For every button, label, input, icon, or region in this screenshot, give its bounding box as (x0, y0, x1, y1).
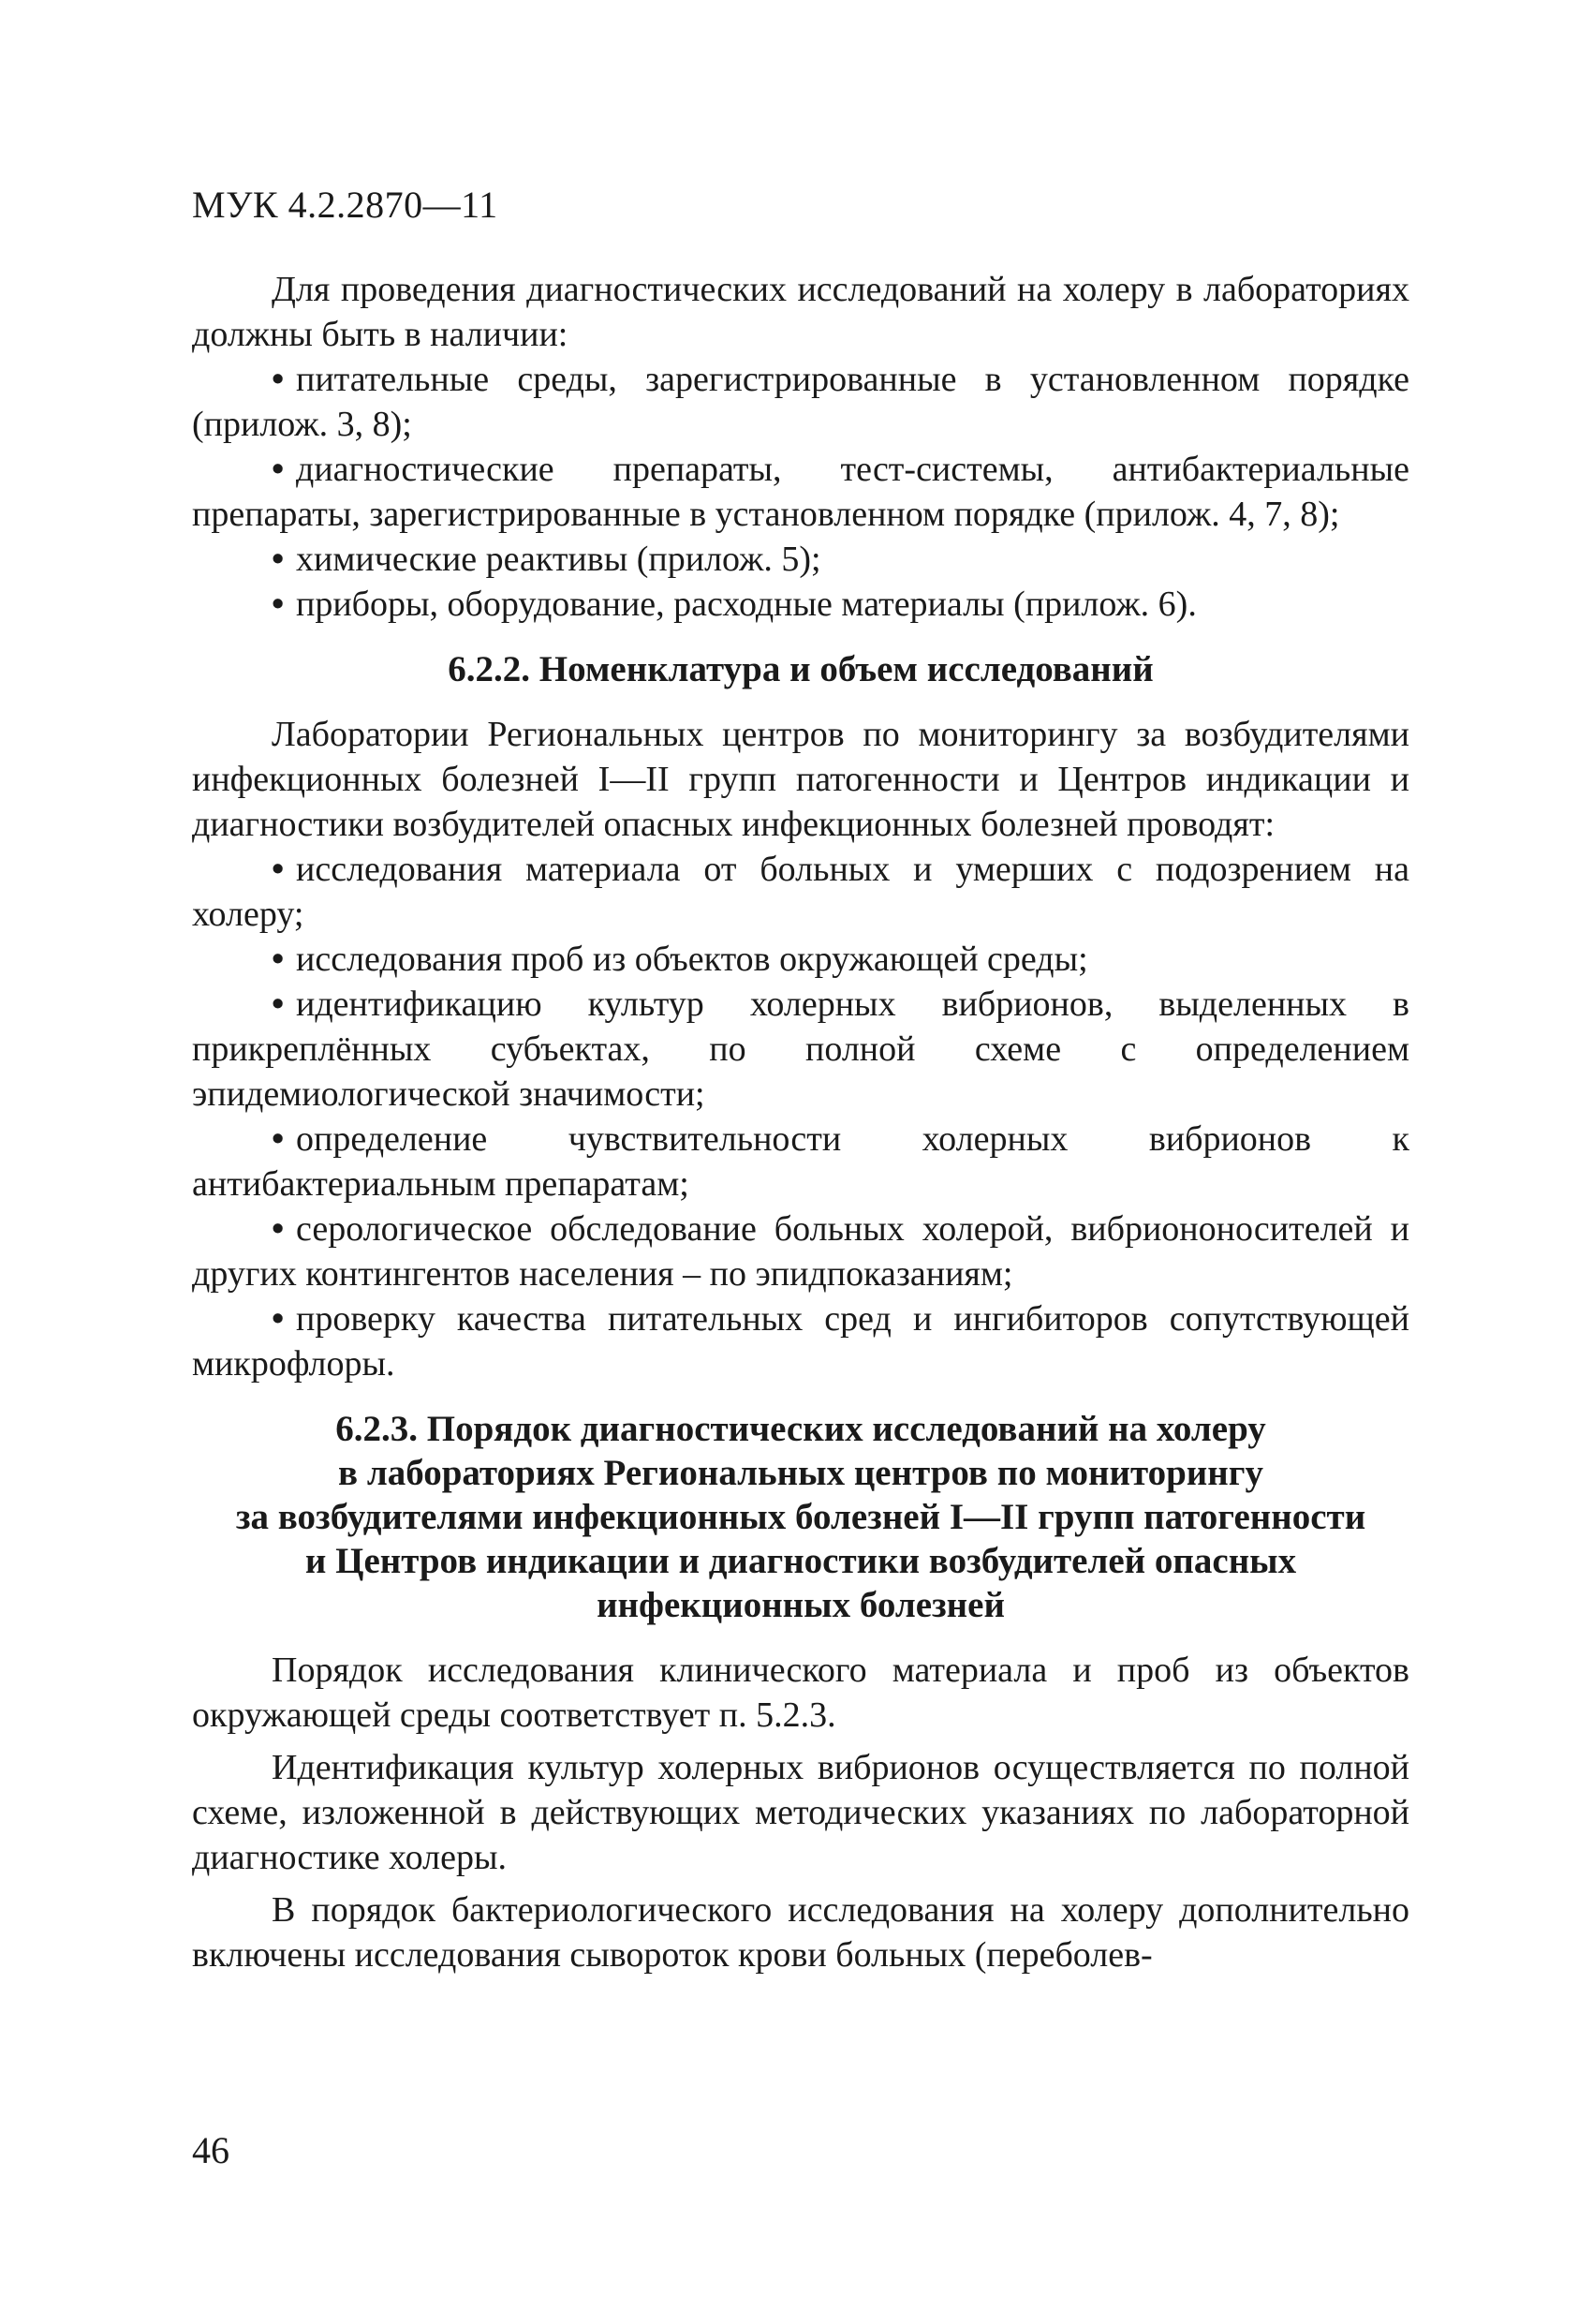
page-body (192, 267, 1409, 1977)
list-item: • химические реактивы (прилож. 5); (192, 537, 1409, 582)
section-heading-6-2-2: 6.2.2. Номенклатура и объем исследований (448, 649, 1154, 689)
list-item: • определение чувствительности холерных вибрионов к антибактериальным препаратам; (192, 1117, 1409, 1206)
heading-line: 6.2.3. Порядок диагностических исследований на холеру (335, 1409, 1266, 1449)
paragraph: Порядок исследования клинического материала и проб из объектов окружающей среды соответствует п. 5.2.3. (192, 1650, 1409, 1735)
list-item: • исследования проб из объектов окружающей среды; (192, 937, 1409, 982)
section-heading-6-2-3 (192, 1407, 1409, 1627)
list-item: • идентификацию культур холерных вибрионов, выделенных в прикреплённых субъектах, по полной схеме с определением эпидемиологической значимости; (192, 982, 1409, 1117)
document-code-header: МУК 4.2.2870—11 (192, 184, 498, 226)
list-item: • серологическое обследование больных холерой, вибриононосителей и других контингентов населения – по эпидпоказаниям; (192, 1206, 1409, 1296)
heading-line: и Центров индикации и диагностики возбудителей опасных (304, 1541, 1297, 1581)
paragraph: Для проведения диагностических исследований на холеру в лабораториях должны быть в наличии: (192, 270, 1409, 354)
list-item: • проверку качества питательных сред и ингибиторов сопутствующей микрофлоры. (192, 1296, 1409, 1386)
paragraph: В порядок бактериологического исследования на холеру дополнительно включены исследования сывороток крови больных (переболев- (192, 1890, 1409, 1975)
heading-line: инфекционных болезней (597, 1585, 1005, 1625)
list-item: • диагностические препараты, тест-системы, антибактериальные препараты, зарегистрированные в установленном порядке (прилож. 4, 7, 8); (192, 447, 1409, 537)
list-item: • приборы, оборудование, расходные материалы (прилож. 6). (192, 582, 1409, 627)
list-item: • исследования материала от больных и умерших с подозрением на холеру; (192, 847, 1409, 937)
heading-line: в лабораториях Региональных центров по мониторингу (338, 1453, 1263, 1493)
heading-line: за возбудителями инфекционных болезней I—II групп патогенности (235, 1497, 1366, 1537)
paragraph: Идентификация культур холерных вибрионов осуществляется по полной схеме, изложенной в действующих методических указаниях по лабораторной диагностике холеры. (192, 1748, 1409, 1877)
paragraph: Лаборатории Региональных центров по мониторингу за возбудителями инфекционных болезней I—II групп патогенности и Центров индикации и диагностики возбудителей опасных инфекционных болезней проводят: (192, 715, 1409, 844)
list-item: • питательные среды, зарегистрированные в установленном порядке (прилож. 3, 8); (192, 357, 1409, 447)
page-number: 46 (192, 2129, 229, 2171)
